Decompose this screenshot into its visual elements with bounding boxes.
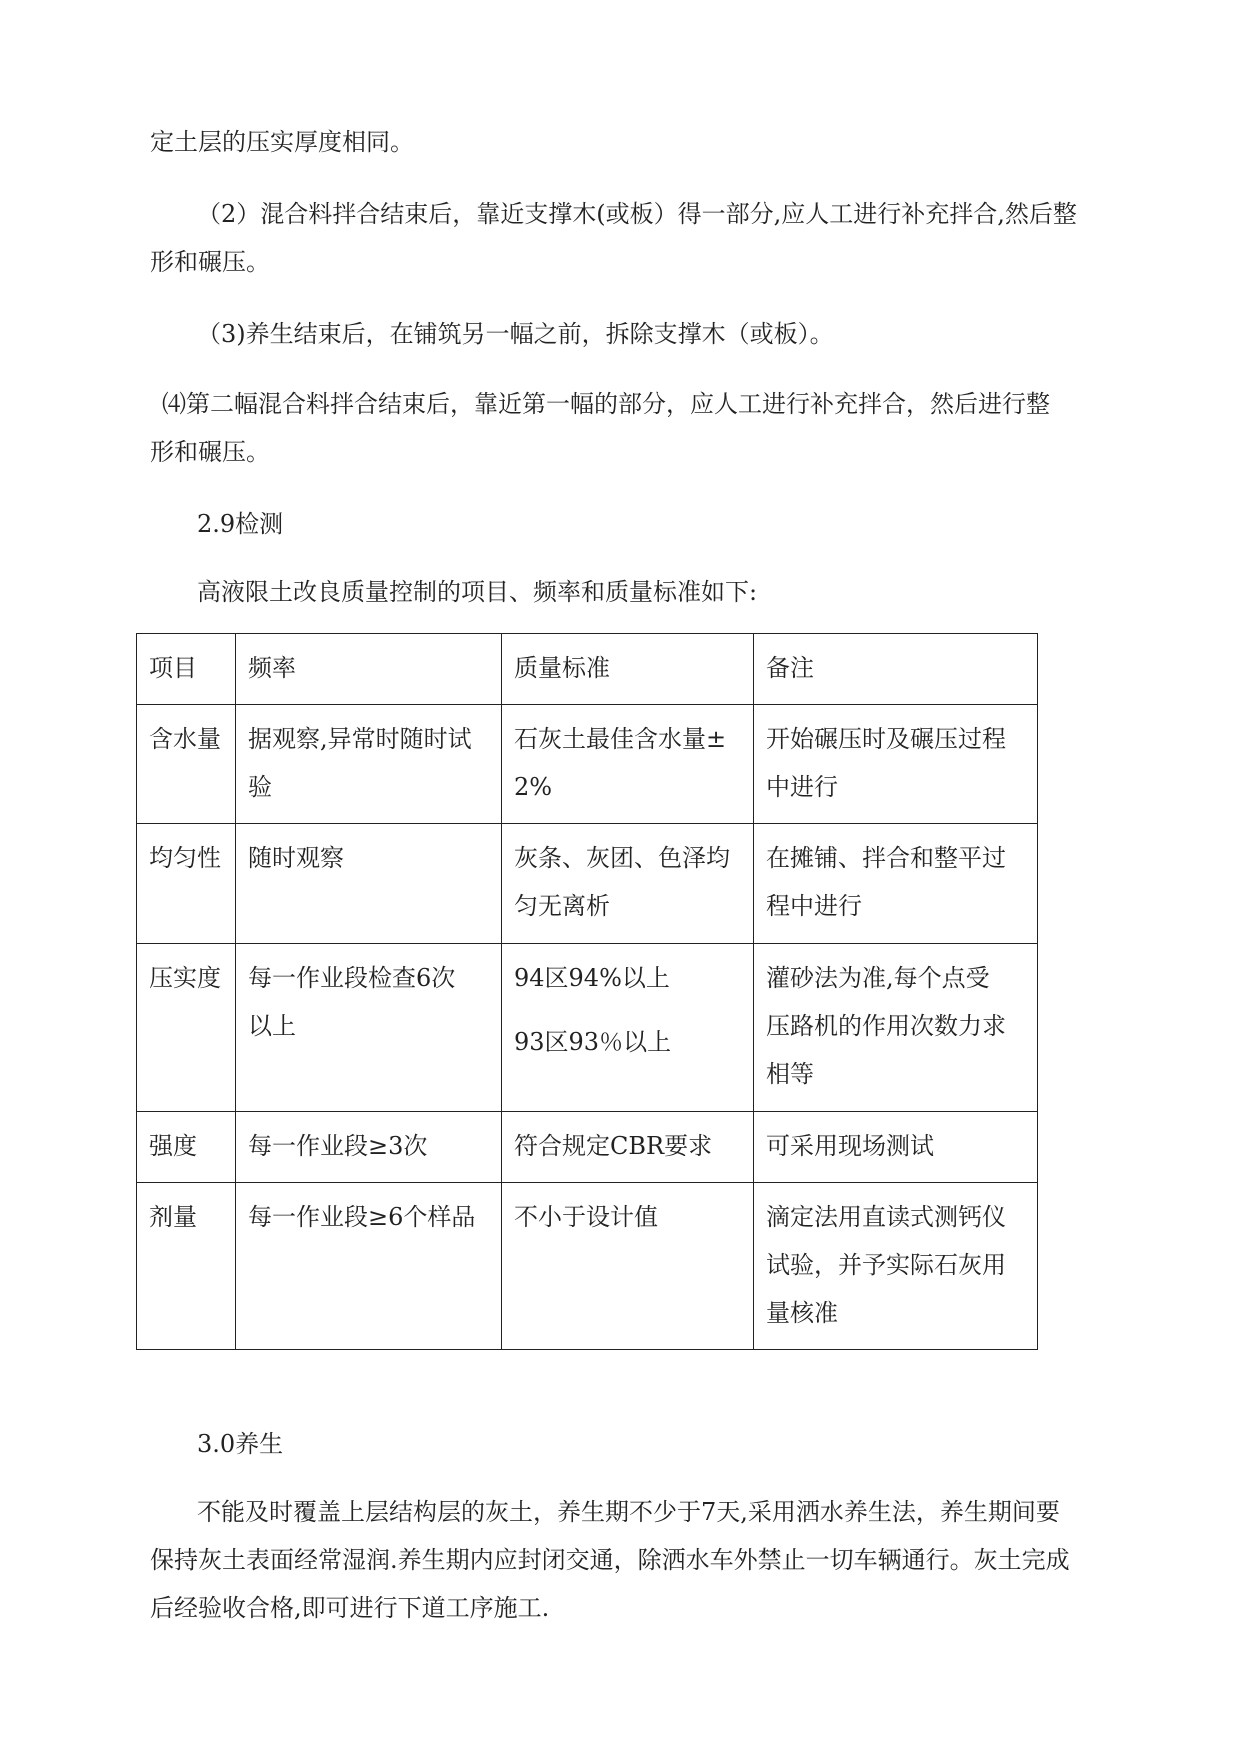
- paragraph-continuation: 定土层的压实厚度相同。: [150, 128, 414, 156]
- cell-standard: 符合规定CBR要求: [502, 1112, 754, 1183]
- paragraph-curing-line2: 保持灰土表面经常湿润.养生期内应封闭交通，除洒水车外禁止一切车辆通行。灰土完成: [150, 1546, 1070, 1574]
- cell-standard: 灰条、灰团、色泽均 匀无离析: [502, 824, 754, 944]
- table-row: [137, 1112, 1038, 1183]
- cell-note: 滴定法用直读式测钙仪 试验，并予实际石灰用 量核准: [754, 1183, 1038, 1350]
- header-item: 项目: [137, 634, 236, 705]
- cell-frequency: 随时观察: [236, 824, 502, 944]
- paragraph-item-4-line1: ⑷第二幅混合料拌合结束后，靠近第一幅的部分，应人工进行补充拌合，然后进行整: [162, 390, 1050, 418]
- header-frequency: 频率: [236, 634, 502, 705]
- table-row: [137, 824, 1038, 944]
- section-heading-3-0: 3.0养生: [197, 1430, 284, 1458]
- table-row: [137, 944, 1038, 1112]
- cell-item: 强度: [137, 1112, 236, 1183]
- header-standard: 质量标准: [502, 634, 754, 705]
- cell-note: 开始碾压时及碾压过程 中进行: [754, 705, 1038, 824]
- cell-item: 均匀性: [137, 824, 236, 944]
- cell-frequency: 据观察,异常时随时试 验: [236, 705, 502, 824]
- cell-item: 剂量: [137, 1183, 236, 1350]
- table-intro: 高液限土改良质量控制的项目、频率和质量标准如下:: [197, 578, 758, 606]
- header-note: 备注: [754, 634, 1038, 705]
- table-header-row: [137, 634, 1038, 705]
- cell-standard: 不小于设计值: [502, 1183, 754, 1350]
- paragraph-item-4-line2: 形和碾压。: [150, 438, 270, 466]
- table-row: [137, 1183, 1038, 1350]
- section-heading-2-9: 2.9检测: [197, 510, 284, 538]
- paragraph-item-2-line1: （2）混合料拌合结束后，靠近支撑木(或板）得一部分,应人工进行补充拌合,然后整: [197, 200, 1077, 228]
- table-row: [137, 705, 1038, 824]
- quality-control-table: [136, 633, 1038, 1350]
- cell-frequency: 每一作业段检查6次 以上: [236, 944, 502, 1112]
- paragraph-curing-line1: 不能及时覆盖上层结构层的灰土，养生期不少于7天,采用洒水养生法，养生期间要: [197, 1498, 1060, 1526]
- cell-standard: 石灰土最佳含水量± 2%: [502, 705, 754, 824]
- paragraph-item-2-line2: 形和碾压。: [150, 248, 270, 276]
- cell-note: 灌砂法为准,每个点受 压路机的作用次数力求 相等: [754, 944, 1038, 1112]
- cell-frequency: 每一作业段≥6个样品: [236, 1183, 502, 1350]
- paragraph-item-3: （3)养生结束后，在铺筑另一幅之前，拆除支撑木（或板）。: [197, 320, 834, 348]
- cell-frequency: 每一作业段≥3次: [236, 1112, 502, 1183]
- cell-note: 在摊铺、拌合和整平过 程中进行: [754, 824, 1038, 944]
- paragraph-curing-line3: 后经验收合格,即可进行下道工序施工.: [150, 1594, 550, 1622]
- cell-note: 可采用现场测试: [754, 1112, 1038, 1183]
- cell-standard: 94区94%以上 93区93％以上: [502, 944, 754, 1112]
- cell-item: 含水量: [137, 705, 236, 824]
- cell-item: 压实度: [137, 944, 236, 1112]
